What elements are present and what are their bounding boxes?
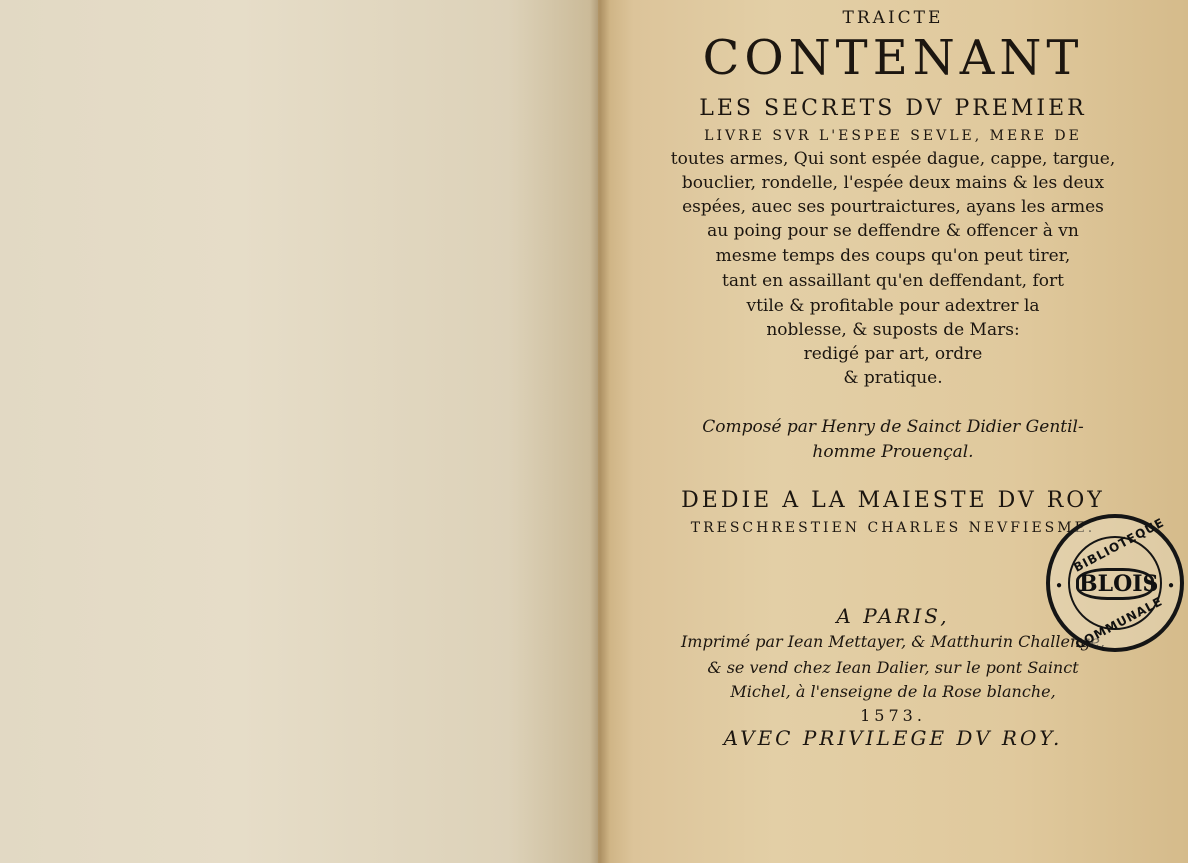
dedication-line-1: DEDIE A LA MAIESTE DV ROY — [681, 488, 1105, 513]
stamp-center-text: BLOIS — [1076, 568, 1154, 600]
body-line-4: au poing pour se deffendre & offencer à vn — [707, 221, 1079, 241]
stamp-bottom-text: COMMUNALE — [1072, 594, 1166, 652]
body-line-10: & pratique. — [843, 368, 943, 388]
body-line-6: tant en assaillant qu'en deffendant, fort — [722, 271, 1064, 291]
title-secrets: LES SECRETS DV PREMIER — [699, 96, 1087, 121]
author-line-1: Composé par Henry de Sainct Didier Gentil- — [702, 417, 1084, 437]
stamp-top-text: BIBLIOTEQUE — [1071, 515, 1167, 575]
imprint-year: 1573. — [860, 706, 926, 725]
privilege-line: AVEC PRIVILEGE DV ROY. — [723, 726, 1063, 750]
body-line-8: noblesse, & suposts de Mars: — [766, 320, 1020, 340]
dedication-line-2: TRESCHRESTIEN CHARLES NEVFIESME. — [690, 520, 1096, 536]
title-traicte: TRAICTE — [842, 8, 944, 28]
imprint-line-2: & se vend chez Iean Dalier, sur le pont Sainct — [707, 658, 1079, 677]
body-line-3: espées, auec ses pourtraictures, ayans les armes — [682, 197, 1104, 217]
imprint-line-1: Imprimé par Iean Mettayer, & Matthurin Challenge, — [680, 632, 1106, 651]
body-line-9: redigé par art, ordre — [803, 344, 983, 364]
body-line-5: mesme temps des coups qu'on peut tirer, — [715, 246, 1071, 266]
title-livre: LIVRE SVR L'ESPEE SEVLE, MERE DE — [704, 128, 1082, 144]
body-line-1: toutes armes, Qui sont espée dague, cappe, targue, — [670, 149, 1116, 169]
imprint-place: A PARIS, — [836, 604, 950, 628]
body-line-7: vtile & profitable pour adextrer la — [746, 296, 1040, 316]
body-line-2: bouclier, rondelle, l'espée deux mains & les deux — [681, 173, 1105, 193]
stamp-dot-right: ● — [1167, 580, 1174, 591]
library-stamp — [1046, 514, 1184, 652]
title-contenant: CONTENANT — [702, 30, 1084, 86]
imprint-line-3: Michel, à l'enseigne de la Rose blanche, — [730, 682, 1056, 701]
stamp-dot-left: ● — [1056, 580, 1063, 591]
author-line-2: homme Prouençal. — [812, 442, 974, 462]
